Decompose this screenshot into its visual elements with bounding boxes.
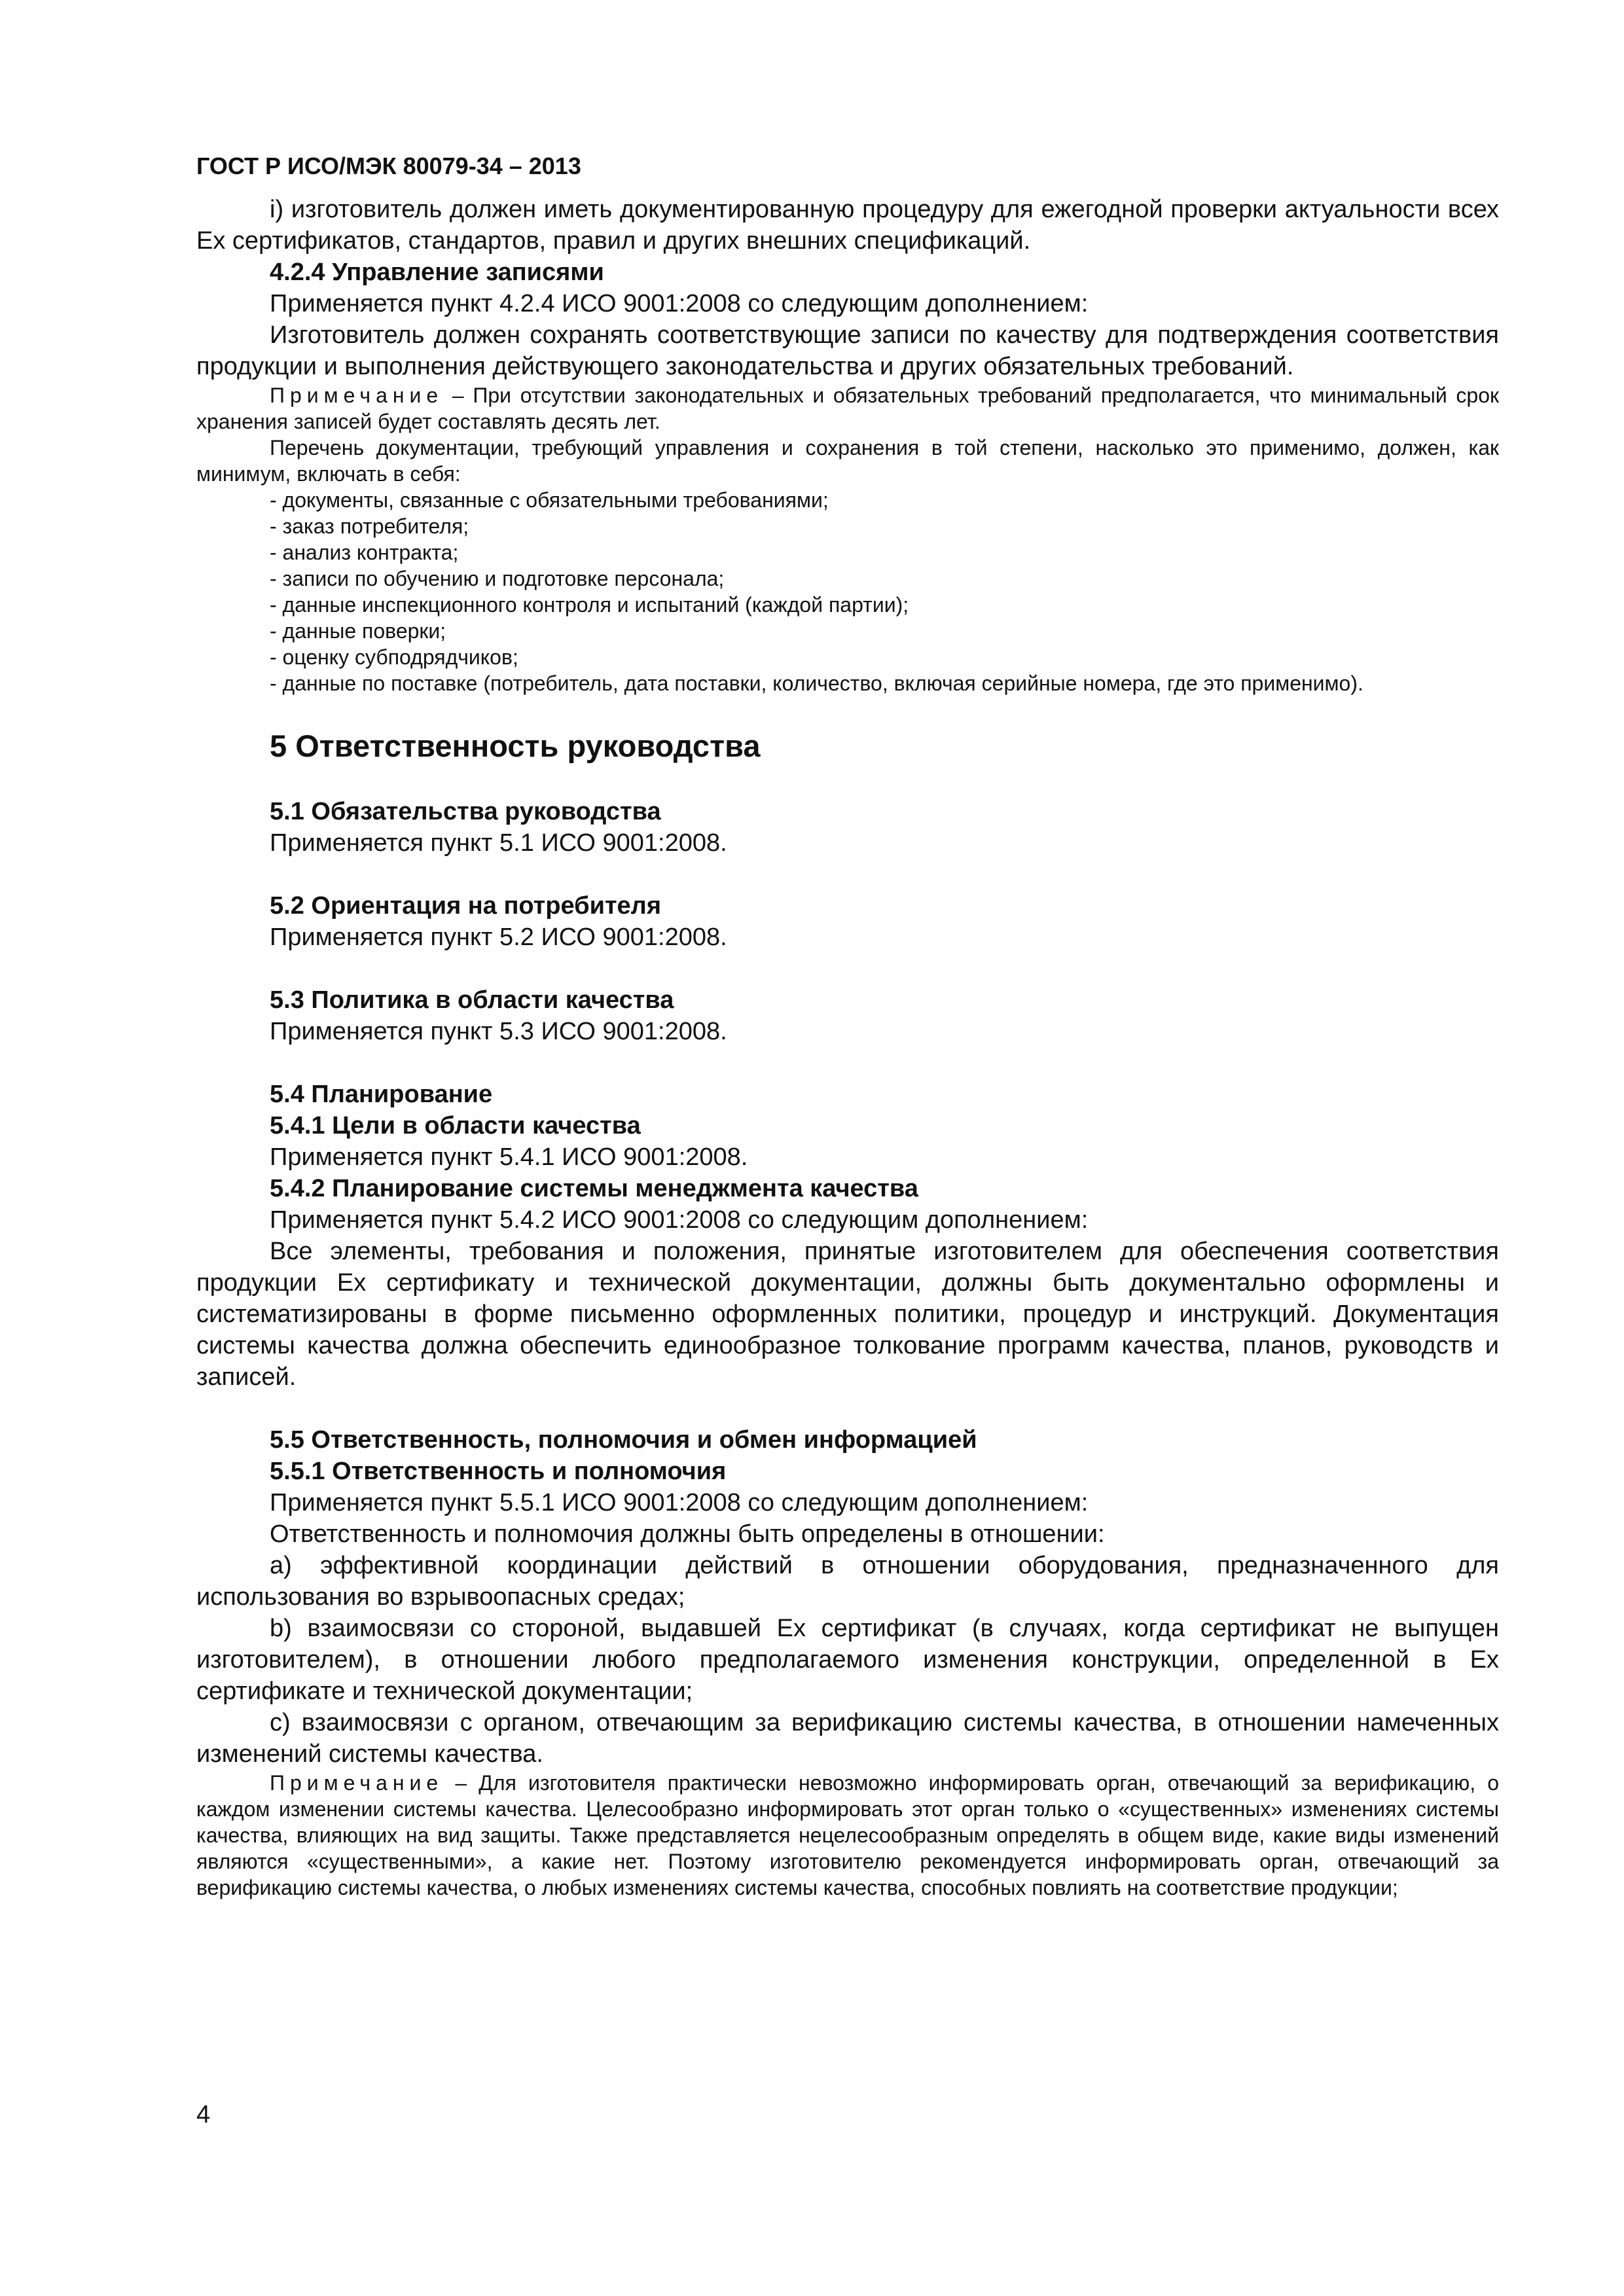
section-5-2-text: Применяется пункт 5.2 ИСО 9001:2008. xyxy=(270,924,727,951)
section-5-1-text: Применяется пункт 5.1 ИСО 9001:2008. xyxy=(270,829,727,857)
section-4-2-4-paragraph: Изготовитель должен сохранять соответствующие записи по качеству для подтверждения соответствия продукции и выполнения действующего законодательства и других обязательных требований. xyxy=(196,321,1499,380)
note-1 xyxy=(196,382,1499,435)
item-b-paragraph: b) взаимосвязи со стороной, выдавшей Ex сертификат (в случаях, когда сертификат не выпущен изготовителем), в отношении любого предполагаемого изменения конструкции, определенной в Ex сертификате и технической документации; xyxy=(196,1615,1499,1705)
list-item: - документы, связанные с обязательными требованиями; xyxy=(270,488,829,512)
note-2 xyxy=(196,1770,1499,1901)
section-5-4-1-text: Применяется пункт 5.4.1 ИСО 9001:2008. xyxy=(270,1143,748,1171)
list-item: - оценку субподрядчиков; xyxy=(270,645,518,669)
note-1-text: – При отсутствии законодательных и обязательных требований предполагается, что минимальный срок хранения записей будет составлять десять лет. xyxy=(196,384,1499,433)
list-item: - данные по поставке (потребитель, дата поставки, количество, включая серийные номера, где это применимо). xyxy=(270,672,1363,695)
section-5-4-2-title: 5.4.2 Планирование системы менеджмента качества xyxy=(270,1175,918,1202)
list-item: - заказ потребителя; xyxy=(270,514,469,538)
list-item: - анализ контракта; xyxy=(270,541,459,564)
section-5-3-title: 5.3 Политика в области качества xyxy=(270,986,674,1014)
note-2-text: – Для изготовителя практически невозможно информировать орган, отвечающий за верификацию, о каждом изменении системы качества. Целесообразно информировать этот орган только о «существенных» изменениях системы качества, влияющих на вид защиты. Также представляется нецелесообразным определять в общем виде, какие виды изменений являются «существенными», а какие нет. Поэтому изготовителю рекомендуется информировать орган, отвечающий за верификацию системы качества, о любых изменениях системы качества, способных повлиять на соответствие продукции; xyxy=(196,1771,1499,1899)
section-5-1-title: 5.1 Обязательства руководства xyxy=(270,798,661,825)
item-c-paragraph: c) взаимосвязи с органом, отвечающим за верификацию системы качества, в отношении намеченных изменений системы качества. xyxy=(196,1709,1499,1768)
item-i-paragraph: i) изготовитель должен иметь документированную процедуру для ежегодной проверки актуальности всех Ex сертификатов, стандартов, правил и других внешних спецификаций. xyxy=(196,196,1499,255)
note-2-label: Примечание xyxy=(270,1771,444,1795)
documentation-list xyxy=(196,487,1499,696)
page-number: 4 xyxy=(196,2101,211,2128)
list-item: - записи по обучению и подготовке персонала; xyxy=(270,567,725,590)
section-5-3-text: Применяется пункт 5.3 ИСО 9001:2008. xyxy=(270,1018,727,1045)
document-header: ГОСТ Р ИСО/МЭК 80079-34 – 2013 xyxy=(196,152,581,179)
section-5-4-1-title: 5.4.1 Цели в области качества xyxy=(270,1112,641,1139)
section-5-5-1-title: 5.5.1 Ответственность и полномочия xyxy=(270,1458,727,1485)
documentation-list-intro: Перечень документации, требующий управления и сохранения в той степени, насколько это применимо, должен, как минимум, включать в себя: xyxy=(196,436,1499,486)
item-a-paragraph: a) эффективной координации действий в отношении оборудования, предназначенного для использования во взрывоопасных средах; xyxy=(196,1552,1499,1611)
section-4-2-4-title: 4.2.4 Управление записями xyxy=(270,259,604,286)
section-5-5-1-text: Применяется пункт 5.5.1 ИСО 9001:2008 со следующим дополнением: xyxy=(270,1489,1089,1516)
section-5-4-2-paragraph: Все элементы, требования и положения, принятые изготовителем для обеспечения соответствия продукции Ex сертификату и технической документации, должны быть документально оформлены и систематизированы в форме письменно оформленных политики, процедур и инструкций. Документация системы качества должна обеспечить единообразное толкование программ качества, планов, руководств и записей. xyxy=(196,1238,1499,1391)
note-1-label: Примечание xyxy=(270,384,444,407)
section-5-5-title: 5.5 Ответственность, полномочия и обмен информацией xyxy=(270,1426,977,1454)
section-5-title: 5 Ответственность руководства xyxy=(270,728,761,763)
section-5-2-title: 5.2 Ориентация на потребителя xyxy=(270,892,661,920)
list-item: - данные инспекционного контроля и испытаний (каждой партии); xyxy=(270,593,909,617)
section-4-2-4-text: Применяется пункт 4.2.4 ИСО 9001:2008 со следующим дополнением: xyxy=(270,290,1089,317)
section-5-4-2-text: Применяется пункт 5.4.2 ИСО 9001:2008 со следующим дополнением: xyxy=(270,1206,1089,1234)
list-item: - данные поверки; xyxy=(270,619,446,643)
section-5-4-title: 5.4 Планирование xyxy=(270,1081,493,1108)
document-page xyxy=(196,151,1499,1901)
section-5-5-1-intro: Ответственность и полномочия должны быть определены в отношении: xyxy=(270,1520,1105,1548)
